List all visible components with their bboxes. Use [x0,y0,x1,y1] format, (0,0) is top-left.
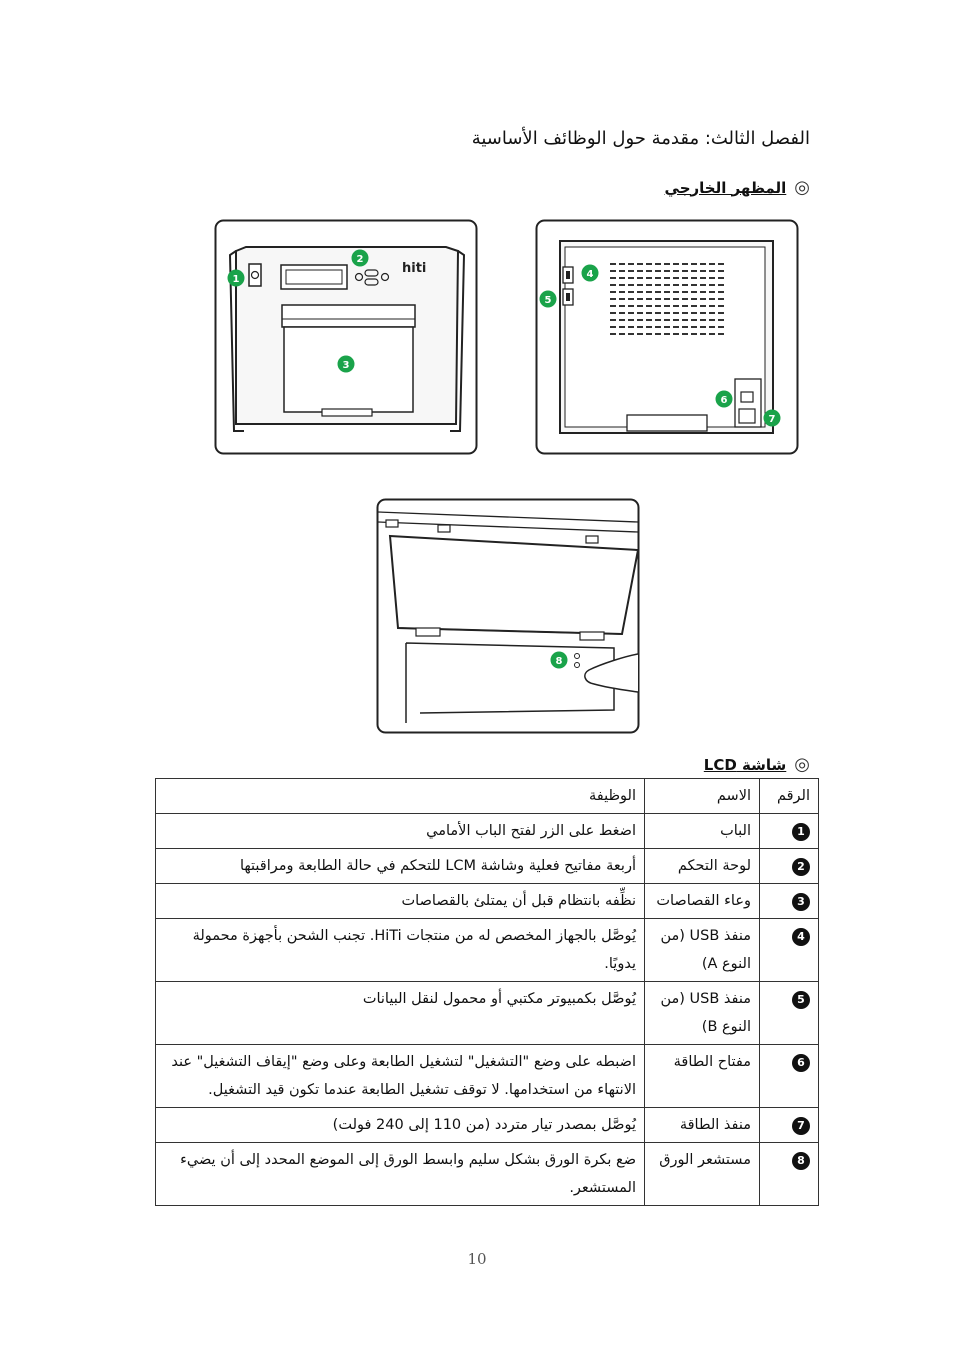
chapter-title: الفصل الثالث: مقدمة حول الوظائف الأساسية [471,128,810,149]
callout-2 [352,250,369,267]
svg-text:5: 5 [544,295,552,306]
paper-sensor-figure [376,498,640,734]
svg-text:8: 8 [555,656,563,667]
header-number: الرقم [760,779,819,814]
table-row [156,884,819,919]
table-header-row [156,779,819,814]
component-function: يُوصَّل بمصدر تيار متردد (من 110 إلى 240 فولت) [156,1108,645,1143]
row-number-badge: 6 [792,1054,810,1072]
component-function: أربعة مفاتيح فعلية وشاشة LCM للتحكم في حالة الطابعة ومراقبتها [156,849,645,884]
callout-4 [582,265,599,282]
table-row [156,982,819,1045]
callout-7 [764,410,781,427]
component-name: منفذ الطاقة [645,1108,760,1143]
section-title: شاشة LCD [703,755,787,774]
component-name: منفذ USB (من النوع A) [645,919,760,982]
row-number-badge: 8 [792,1152,810,1170]
brand-logo: hiti [402,261,427,276]
component-name: منفذ USB (من النوع B) [645,982,760,1045]
table-row [156,1143,819,1206]
row-number-badge: 3 [792,893,810,911]
printer-back-figure [535,219,799,455]
component-name: لوحة التحكم [645,849,760,884]
component-function: ضع بكرة الورق بشكل سليم وابسط الورق إلى الموضع المحدد إلى أن يضيء المستشعر. [156,1143,645,1206]
page-number: 10 [467,1250,487,1268]
svg-text:7: 7 [768,414,776,425]
row-number-badge: 7 [792,1117,810,1135]
callout-6 [716,391,733,408]
component-function: اضغط على الزر لفتح الباب الأمامي [156,814,645,849]
header-function: الوظيفة [156,779,645,814]
component-name: مفتاح الطاقة [645,1045,760,1108]
section-heading-lcd [704,754,810,775]
svg-text:6: 6 [720,395,728,406]
svg-text:1: 1 [232,274,240,285]
table-row [156,1045,819,1108]
svg-text:2: 2 [356,254,364,265]
printer-front-figure [214,219,478,455]
table-row [156,814,819,849]
component-function: يُوصَّل بالجهاز المخصص له من منتجات HiTi. تجنب الشحن بأجهزة محمولة يدويًا. [156,919,645,982]
row-number-badge: 4 [792,928,810,946]
component-name: وعاء القصاصات [645,884,760,919]
table-row [156,1108,819,1143]
double-circle-icon: ◎ [794,177,810,198]
callout-3 [338,356,355,373]
callout-5 [540,291,557,308]
table-row [156,919,819,982]
component-name: مستشعر الورق [645,1143,760,1206]
component-function: اضبطه على وضع "التشغيل" لتشغيل الطابعة وعلى وضع "إيقاف التشغيل" عند الانتهاء من استخدامها. لا توقف تشغيل الطابعة عندما تكون قيد التشغيل. [156,1045,645,1108]
callout-8 [551,652,568,669]
section-heading-exterior [665,177,810,198]
row-number-badge: 2 [792,858,810,876]
row-number-badge: 1 [792,823,810,841]
callout-1 [228,270,245,287]
component-function: نظِّفه بانتظام قبل أن يمتلئ بالقصاصات [156,884,645,919]
component-name: الباب [645,814,760,849]
components-table [155,778,819,1206]
row-number-badge: 5 [792,991,810,1009]
table-row [156,849,819,884]
svg-text:3: 3 [342,360,350,371]
header-name: الاسم [645,779,760,814]
section-title: المظهر الخارجي [664,178,787,197]
svg-text:4: 4 [586,269,594,280]
double-circle-icon: ◎ [794,754,810,775]
component-function: يُوصَّل بكمبيوتر مكتبي أو محمول لنقل البيانات [156,982,645,1045]
